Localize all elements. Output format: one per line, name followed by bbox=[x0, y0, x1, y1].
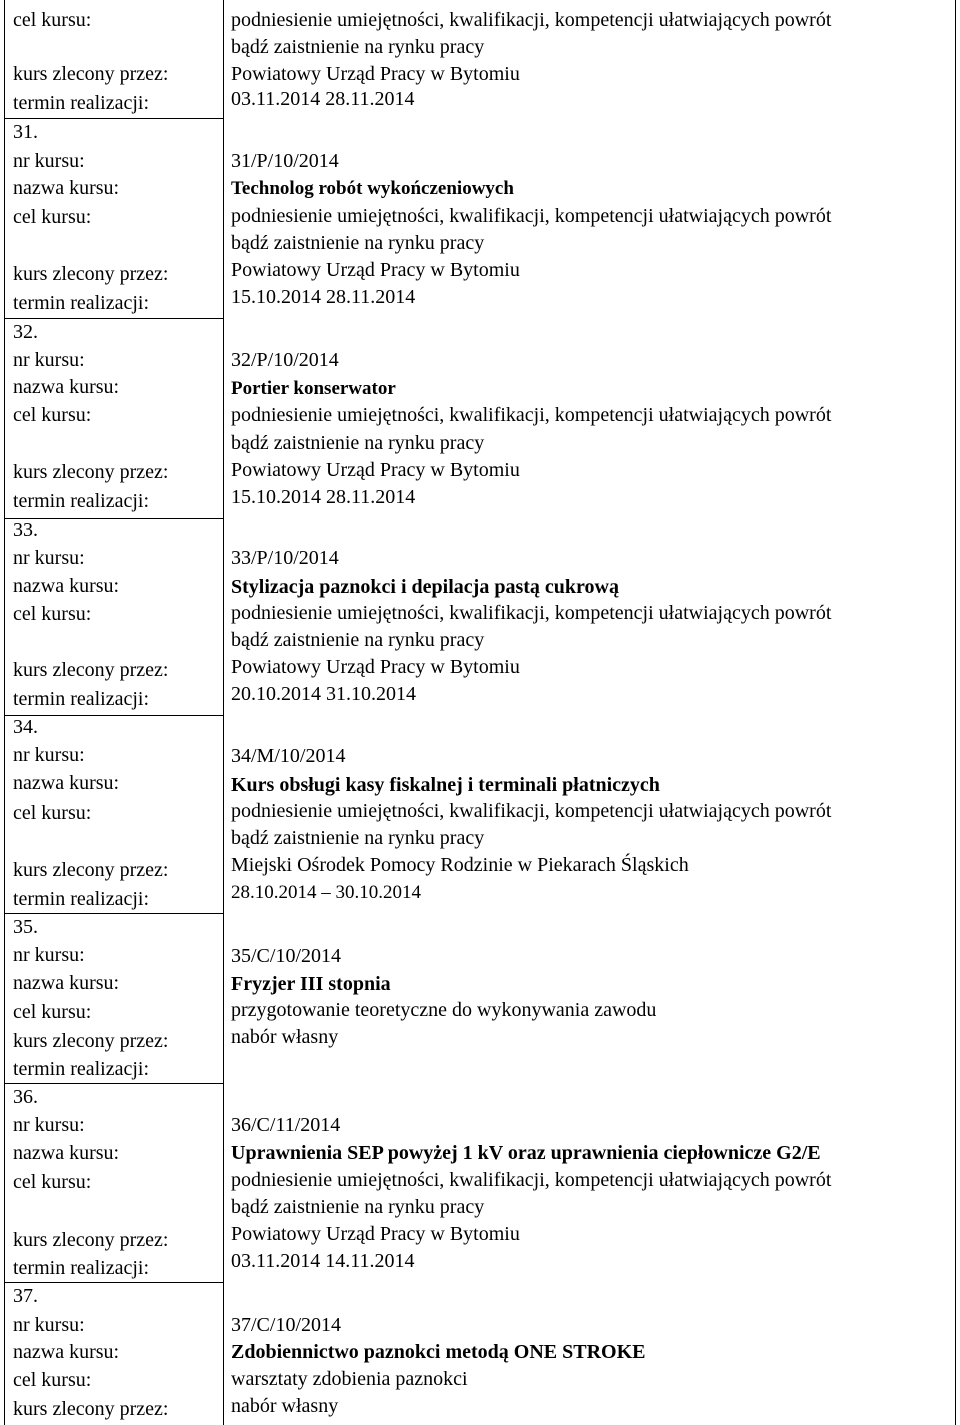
termin-value: 03.11.2014 28.11.2014 bbox=[231, 88, 415, 110]
cel-value-line1: podniesienie umiejętności, kwalifikacji, kompetencji ułatwiających powrót bbox=[231, 602, 832, 624]
termin-label: termin realizacji: bbox=[13, 490, 150, 512]
cel-value-line2: bądź zaistnienie na rynku pracy bbox=[231, 1196, 485, 1218]
nr-value: 34/M/10/2014 bbox=[231, 745, 346, 767]
nazwa-value: Portier konserwator bbox=[231, 378, 396, 399]
cel-value-line1: podniesienie umiejętności, kwalifikacji, kompetencji ułatwiających powrót bbox=[231, 404, 832, 426]
zleceniodawca-value: Powiatowy Urząd Pracy w Bytomiu bbox=[231, 459, 520, 481]
nr-label: nr kursu: bbox=[13, 744, 85, 766]
zleceniodawca-value: Powiatowy Urząd Pracy w Bytomiu bbox=[231, 63, 520, 85]
nazwa-value: Fryzjer III stopnia bbox=[231, 973, 391, 995]
nr-value: 35/C/10/2014 bbox=[231, 945, 342, 967]
cel-value-line1: przygotowanie teoretyczne do wykonywania zawodu bbox=[231, 999, 657, 1021]
termin-label: termin realizacji: bbox=[13, 92, 150, 114]
course-number: 32. bbox=[13, 321, 38, 343]
nr-label: nr kursu: bbox=[13, 150, 85, 172]
termin-value: 28.10.2014 – 30.10.2014 bbox=[231, 882, 421, 903]
cel-value-line2: bądź zaistnienie na rynku pracy bbox=[231, 432, 485, 454]
zleceniodawca-label: kurs zlecony przez: bbox=[13, 1229, 169, 1251]
zleceniodawca-label: kurs zlecony przez: bbox=[13, 63, 169, 85]
cel-label: cel kursu: bbox=[13, 1171, 92, 1193]
termin-value: 15.10.2014 28.11.2014 bbox=[231, 486, 416, 508]
nr-label: nr kursu: bbox=[13, 349, 85, 371]
termin-label: termin realizacji: bbox=[13, 292, 150, 314]
course-number: 31. bbox=[13, 121, 38, 143]
cel-value-line2: bądź zaistnienie na rynku pracy bbox=[231, 629, 485, 651]
course-number: 37. bbox=[13, 1285, 38, 1307]
nazwa-value: Stylizacja paznokci i depilacja pastą cukrową bbox=[231, 576, 619, 598]
nr-value: 36/C/11/2014 bbox=[231, 1114, 341, 1136]
nazwa-label: nazwa kursu: bbox=[13, 1142, 120, 1164]
termin-label: termin realizacji: bbox=[13, 1058, 150, 1080]
course-number: 36. bbox=[13, 1086, 38, 1108]
zleceniodawca-value: nabór własny bbox=[231, 1395, 339, 1417]
zleceniodawca-label: kurs zlecony przez: bbox=[13, 659, 169, 681]
zleceniodawca-label: kurs zlecony przez: bbox=[13, 263, 169, 285]
nr-label: nr kursu: bbox=[13, 1314, 85, 1336]
nazwa-label: nazwa kursu: bbox=[13, 575, 120, 597]
nazwa-label: nazwa kursu: bbox=[13, 376, 120, 398]
cel-label: cel kursu: bbox=[13, 1001, 92, 1023]
termin-value: 03.11.2014 14.11.2014 bbox=[231, 1250, 415, 1272]
termin-label: termin realizacji: bbox=[13, 688, 150, 710]
zleceniodawca-value: Powiatowy Urząd Pracy w Bytomiu bbox=[231, 1223, 520, 1245]
zleceniodawca-label: kurs zlecony przez: bbox=[13, 1030, 169, 1052]
cel-value-line1: podniesienie umiejętności, kwalifikacji, kompetencji ułatwiających powrót bbox=[231, 205, 832, 227]
cel-label: cel kursu: bbox=[13, 404, 92, 426]
zleceniodawca-label: kurs zlecony przez: bbox=[13, 1398, 169, 1420]
cel-value-line1: podniesienie umiejętności, kwalifikacji, kompetencji ułatwiających powrót bbox=[231, 1169, 832, 1191]
nr-label: nr kursu: bbox=[13, 1114, 85, 1136]
cel-value-line1: podniesienie umiejętności, kwalifikacji, kompetencji ułatwiających powrót bbox=[231, 800, 832, 822]
zleceniodawca-value: Miejski Ośrodek Pomocy Rodzinie w Piekarach Śląskich bbox=[231, 854, 689, 876]
course-number: 33. bbox=[13, 519, 38, 541]
nazwa-value: Uprawnienia SEP powyżej 1 kV oraz uprawnienia ciepłownicze G2/E bbox=[231, 1142, 821, 1164]
zleceniodawca-value: Powiatowy Urząd Pracy w Bytomiu bbox=[231, 656, 520, 678]
table-border-right bbox=[955, 0, 956, 1425]
nazwa-value: Technolog robót wykończeniowych bbox=[231, 178, 514, 199]
cel-value-line1: warsztaty zdobienia paznokci bbox=[231, 1368, 468, 1390]
nr-value: 31/P/10/2014 bbox=[231, 150, 339, 172]
nazwa-value: Zdobiennictwo paznokci metodą ONE STROKE bbox=[231, 1341, 646, 1363]
zleceniodawca-value: Powiatowy Urząd Pracy w Bytomiu bbox=[231, 259, 520, 281]
nr-value: 33/P/10/2014 bbox=[231, 547, 339, 569]
table-column-divider bbox=[223, 0, 224, 1425]
nazwa-label: nazwa kursu: bbox=[13, 177, 120, 199]
zleceniodawca-label: kurs zlecony przez: bbox=[13, 461, 169, 483]
cel-label: cel kursu: bbox=[13, 9, 92, 31]
zleceniodawca-value: nabór własny bbox=[231, 1026, 339, 1048]
nazwa-value: Kurs obsługi kasy fiskalnej i terminali płatniczych bbox=[231, 774, 660, 796]
cel-value-line1: podniesienie umiejętności, kwalifikacji, kompetencji ułatwiających powrót bbox=[231, 9, 832, 31]
course-number: 34. bbox=[13, 716, 38, 738]
nazwa-label: nazwa kursu: bbox=[13, 772, 120, 794]
cel-value-line2: bądź zaistnienie na rynku pracy bbox=[231, 36, 485, 58]
termin-value: 20.10.2014 31.10.2014 bbox=[231, 683, 416, 705]
nr-value: 32/P/10/2014 bbox=[231, 349, 339, 371]
nr-label: nr kursu: bbox=[13, 944, 85, 966]
cel-label: cel kursu: bbox=[13, 802, 92, 824]
nr-value: 37/C/10/2014 bbox=[231, 1314, 342, 1336]
zleceniodawca-label: kurs zlecony przez: bbox=[13, 859, 169, 881]
cel-label: cel kursu: bbox=[13, 206, 92, 228]
termin-value: 15.10.2014 28.11.2014 bbox=[231, 286, 416, 308]
cel-value-line2: bądź zaistnienie na rynku pracy bbox=[231, 827, 485, 849]
nr-label: nr kursu: bbox=[13, 547, 85, 569]
termin-label: termin realizacji: bbox=[13, 888, 150, 910]
nazwa-label: nazwa kursu: bbox=[13, 1341, 120, 1363]
cel-label: cel kursu: bbox=[13, 603, 92, 625]
termin-label: termin realizacji: bbox=[13, 1257, 150, 1279]
cel-value-line2: bądź zaistnienie na rynku pracy bbox=[231, 232, 485, 254]
course-number: 35. bbox=[13, 916, 38, 938]
nazwa-label: nazwa kursu: bbox=[13, 972, 120, 994]
cel-label: cel kursu: bbox=[13, 1369, 92, 1391]
table-border-left bbox=[4, 0, 5, 1425]
